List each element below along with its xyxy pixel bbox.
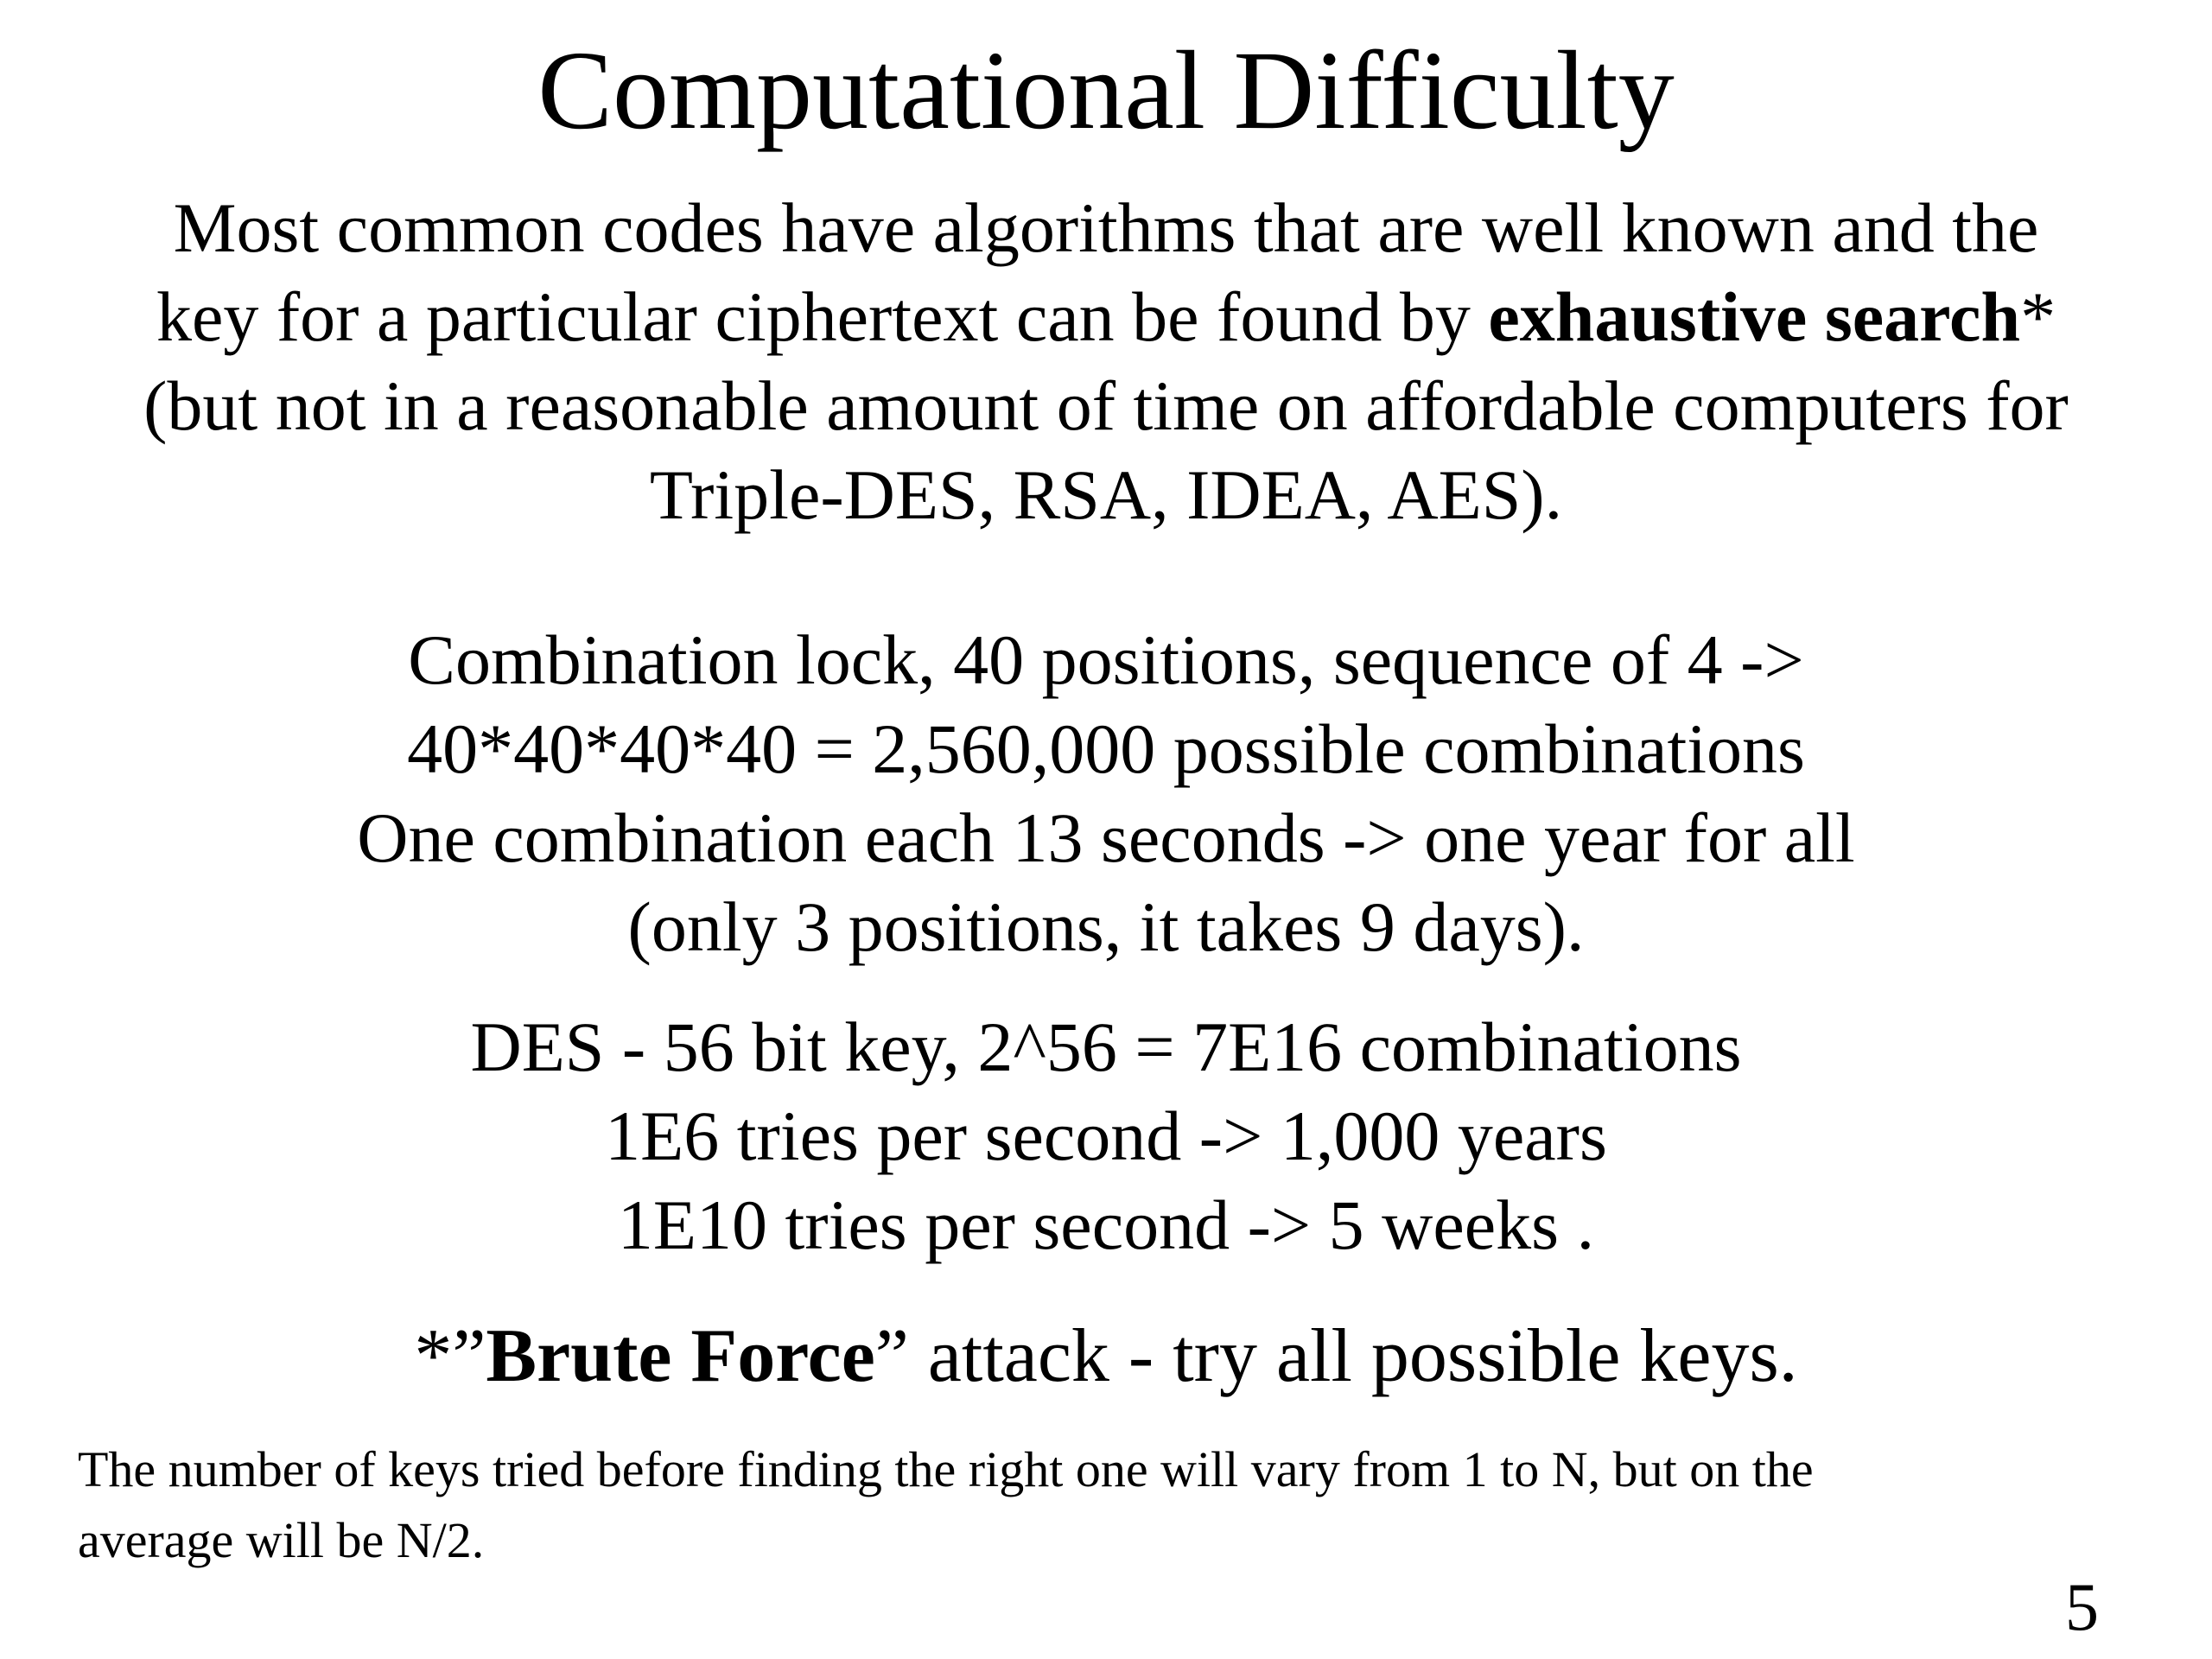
combination-lock-paragraph <box>0 615 2212 971</box>
lock-line-2: 40*40*40*40 = 2,560,000 possible combinations <box>407 709 1805 788</box>
des-line-2: 1E6 tries per second -> 1,000 years <box>605 1096 1607 1175</box>
lock-line-3: One combination each 13 seconds -> one year for all <box>357 798 1855 877</box>
intro-line-1: Most common codes have algorithms that are well known and the <box>173 188 2039 267</box>
des-paragraph <box>0 1002 2212 1269</box>
brute-force-prefix: *” <box>414 1314 486 1398</box>
brute-force-line <box>0 1312 2212 1401</box>
des-line-1: DES - 56 bit key, 2^56 = 7E16 combinations <box>470 1007 1742 1086</box>
footnote-line-2: average will be N/2. <box>78 1512 485 1568</box>
footnote-line-1: The number of keys tried before finding the right one will vary from 1 to N, but on the <box>78 1441 1814 1497</box>
brute-force-suffix: ” attack - try all possible keys. <box>874 1314 1798 1398</box>
intro-line-3: (but not in a reasonable amount of time on affordable computers for <box>143 366 2069 445</box>
intro-footnote-marker: * <box>2020 277 2056 356</box>
slide-title: Computational Difficulty <box>537 29 1675 153</box>
footnote <box>78 1434 2152 1576</box>
des-line-3: 1E10 tries per second -> 5 weeks . <box>617 1185 1595 1264</box>
lock-line-4: (only 3 positions, it takes 9 days). <box>627 887 1585 966</box>
brute-force-term: Brute Force <box>486 1314 875 1398</box>
intro-line-2 <box>0 272 2212 361</box>
intro-line-4: Triple-DES, RSA, IDEA, AES). <box>649 455 1563 534</box>
intro-paragraph <box>0 183 2212 539</box>
page-number: 5 <box>2065 1569 2099 1644</box>
intro-line-2-text: key for a particular ciphertext can be found by <box>156 277 1489 356</box>
exhaustive-search-term: exhaustive search <box>1488 277 2021 356</box>
brute-force-definition <box>0 1312 2212 1401</box>
lock-line-1: Combination lock, 40 positions, sequence of 4 -> <box>408 620 1804 699</box>
